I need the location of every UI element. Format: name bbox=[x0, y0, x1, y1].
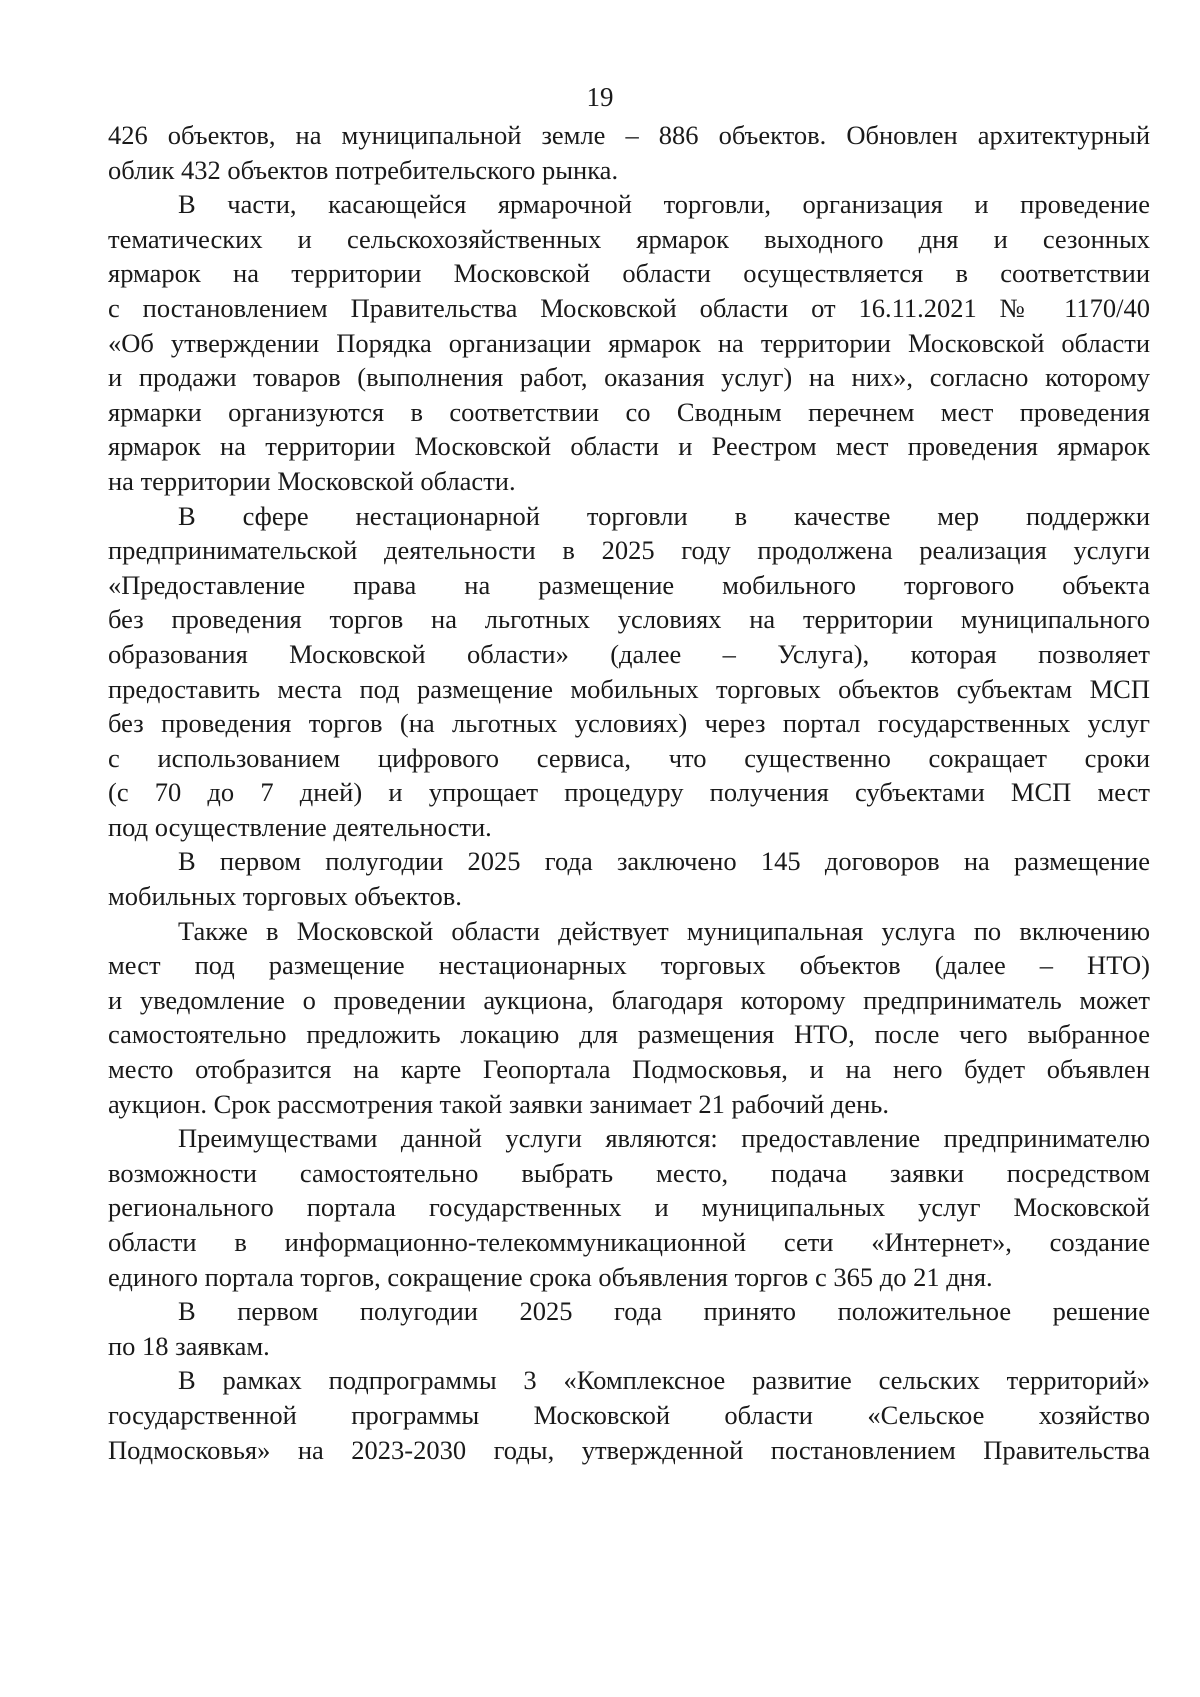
paragraph bbox=[108, 499, 1150, 845]
text-line: Также в Московской области действует муниципальная услуга по включению bbox=[178, 915, 1150, 946]
text-line: предпринимательской деятельности в 2025 году продолжена реализация услуги bbox=[108, 535, 1150, 566]
text-line: В сфере нестационарной торговли в качестве мер поддержки bbox=[178, 500, 1150, 531]
text-line: по 18 заявкам. bbox=[108, 1330, 270, 1361]
text-line: предоставить места под размещение мобильных торговых объектов субъектам МСП bbox=[108, 673, 1150, 704]
text-line: ярмарок на территории Московской области и Реестром мест проведения ярмарок bbox=[108, 431, 1150, 462]
text-line: и продажи товаров (выполнения работ, оказания услуг) на них», согласно которому bbox=[108, 362, 1150, 393]
text-line: В части, касающейся ярмарочной торговли, организация и проведение bbox=[178, 189, 1150, 220]
text-line: возможности самостоятельно выбрать место, подача заявки посредством bbox=[108, 1157, 1150, 1188]
text-line: В рамках подпрограммы 3 «Комплексное развитие сельских территорий» bbox=[178, 1365, 1150, 1396]
text-line: регионального портала государственных и муниципальных услуг Московской bbox=[108, 1192, 1150, 1223]
text-line: с постановлением Правительства Московской области от 16.11.2021 № 1170/40 bbox=[108, 292, 1150, 323]
text-line: и уведомление о проведении аукциона, благодаря которому предприниматель может bbox=[108, 984, 1150, 1015]
text-line: ярмарок на территории Московской области осуществляется в соответствии bbox=[108, 258, 1150, 289]
text-line: мест под размещение нестационарных торговых объектов (далее – НТО) bbox=[108, 950, 1150, 981]
text-line: с использованием цифрового сервиса, что существенно сокращает сроки bbox=[108, 742, 1150, 773]
text-line: без проведения торгов на льготных условиях на территории муниципального bbox=[108, 604, 1150, 635]
paragraph bbox=[108, 1363, 1150, 1467]
paragraph bbox=[108, 187, 1150, 498]
text-line: место отобразится на карте Геопортала Подмосковья, и на него будет объявлен bbox=[108, 1054, 1150, 1085]
text-line: В первом полугодии 2025 года заключено 145 договоров на размещение bbox=[178, 846, 1150, 877]
paragraph bbox=[108, 844, 1150, 913]
paragraph bbox=[108, 118, 1150, 187]
paragraph bbox=[108, 1121, 1150, 1294]
paragraph bbox=[108, 914, 1150, 1122]
text-line: В первом полугодии 2025 года принято положительное решение bbox=[178, 1296, 1150, 1327]
text-line: мобильных торговых объектов. bbox=[108, 881, 462, 912]
text-line: 426 объектов, на муниципальной земле – 886 объектов. Обновлен архитектурный bbox=[108, 120, 1150, 150]
document-text-body bbox=[108, 118, 1150, 1467]
text-line: тематических и сельскохозяйственных ярмарок выходного дня и сезонных bbox=[108, 223, 1150, 254]
text-line: на территории Московской области. bbox=[108, 465, 516, 496]
text-line: «Предоставление права на размещение мобильного торгового объекта bbox=[108, 569, 1150, 600]
text-line: государственной программы Московской области «Сельское хозяйство bbox=[108, 1399, 1150, 1430]
paragraph bbox=[108, 1294, 1150, 1363]
text-line: (с 70 до 7 дней) и упрощает процедуру получения субъектами МСП мест bbox=[108, 777, 1150, 808]
text-line: облик 432 объектов потребительского рынка. bbox=[108, 154, 619, 185]
text-line: Преимуществами данной услуги являются: предоставление предпринимателю bbox=[178, 1123, 1150, 1154]
text-line: образования Московской области» (далее – Услуга), которая позволяет bbox=[108, 638, 1150, 669]
text-line: «Об утверждении Порядка организации ярмарок на территории Московской области bbox=[108, 327, 1150, 358]
text-line: под осуществление деятельности. bbox=[108, 811, 492, 842]
page-number: 19 bbox=[586, 82, 614, 112]
text-line: единого портала торгов, сокращение срока объявления торгов с 365 до 21 дня. bbox=[108, 1261, 993, 1292]
text-line: без проведения торгов (на льготных условиях) через портал государственных услуг bbox=[108, 708, 1150, 739]
text-line: области в информационно-телекоммуникационной сети «Интернет», создание bbox=[108, 1227, 1150, 1257]
text-line: Подмосковья» на 2023-2030 годы, утвержденной постановлением Правительства bbox=[108, 1434, 1150, 1465]
text-line: самостоятельно предложить локацию для размещения НТО, после чего выбранное bbox=[108, 1019, 1150, 1050]
text-line: ярмарки организуются в соответствии со Сводным перечнем мест проведения bbox=[108, 396, 1150, 427]
text-line: аукцион. Срок рассмотрения такой заявки занимает 21 рабочий день. bbox=[108, 1088, 889, 1119]
